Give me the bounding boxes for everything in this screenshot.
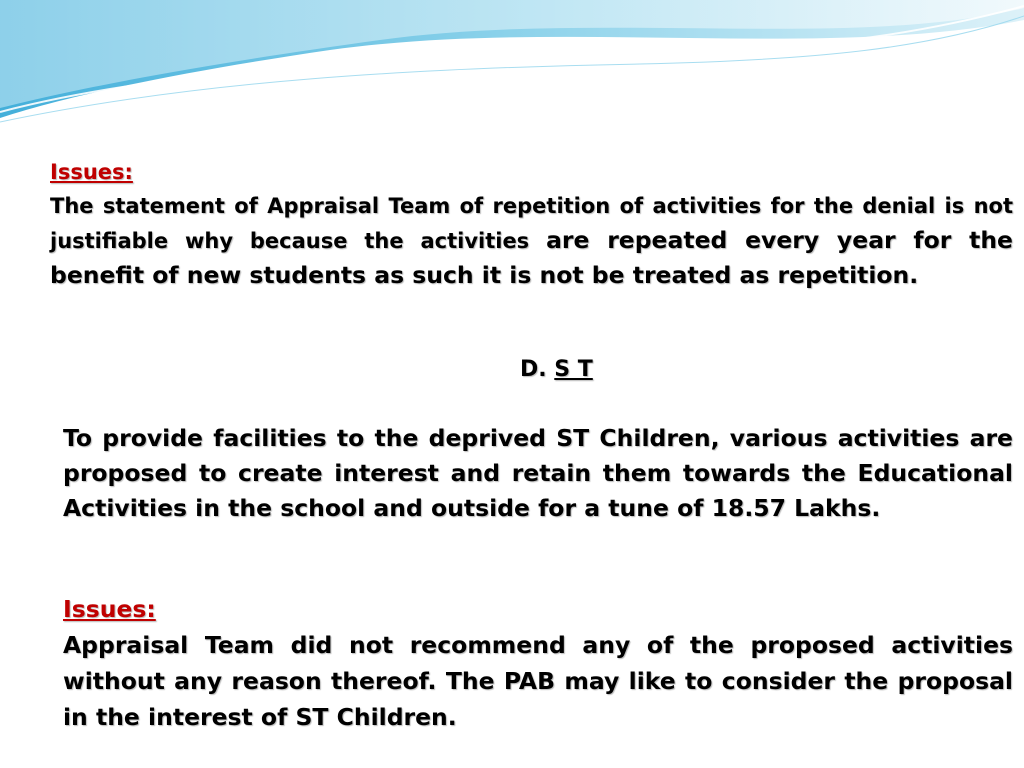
issues-heading-bottom: Issues: xyxy=(63,595,156,623)
header-wave-decoration xyxy=(0,0,1024,130)
issues-block-bottom xyxy=(63,591,1013,735)
issues-text-top-part1: The statement of Appraisal Team of repetition of activities for the denial is not justifiable why because the activities xyxy=(50,194,1013,253)
section-title-text: S T xyxy=(554,357,593,382)
issues-heading-top: Issues: xyxy=(50,160,133,184)
issues-text-bottom: Appraisal Team did not recommend any of the proposed activities without any reason thereof. The PAB may like to consider the proposal in the interest of ST Children. xyxy=(63,631,1013,731)
section-prefix: D. xyxy=(520,357,555,382)
issues-block-top xyxy=(50,155,1013,293)
section-title xyxy=(520,354,593,386)
issues-text-top-part2: are repeated every year for the benefit of new students as such it is not be treated as repetition. xyxy=(50,226,1013,289)
st-description-paragraph: To provide facilities to the deprived ST Children, various activities are proposed to create interest and retain them towards the Educational Activities in the school and outside for a tune of 18.57 Lakhs. xyxy=(63,424,1013,522)
